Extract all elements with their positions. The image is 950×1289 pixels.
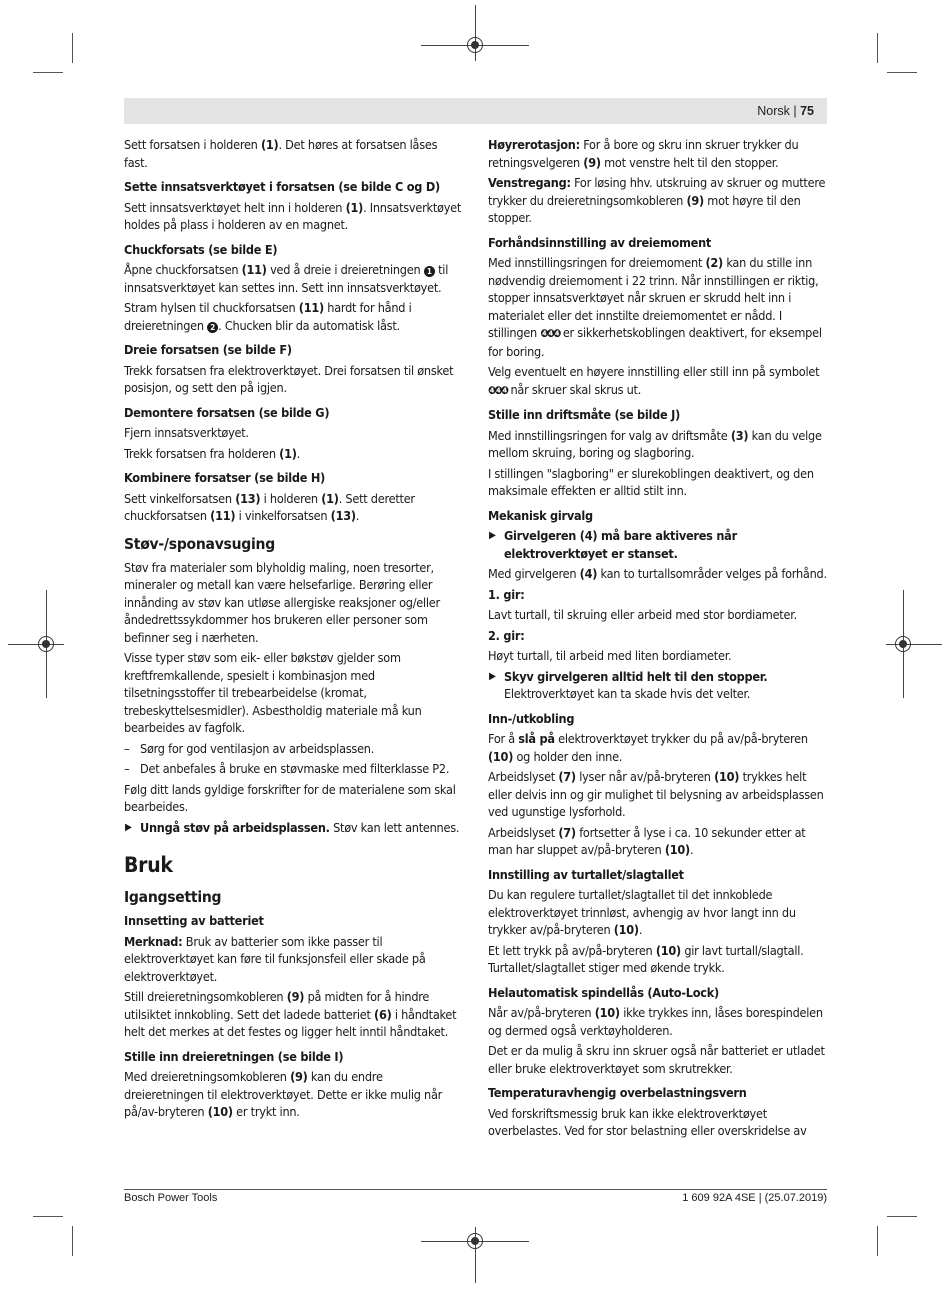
paragraph: Trekk forsatsen fra elektroverktøyet. Drei forsatsen til ønsket posisjon, og sett den på igjen. <box>124 362 454 395</box>
paragraph: Trekk forsatsen fra holderen (1). <box>124 445 300 461</box>
warning-item: ▶ Unngå støv på arbeidsplassen. Støv kan lett antennes. <box>125 819 460 835</box>
section-heading: Sette innsatsverktøyet i forsatsen (se bilde C og D) <box>124 179 440 194</box>
section-title: Igangsetting <box>124 888 222 906</box>
section-heading: Helautomatisk spindellås (Auto-Lock) <box>488 984 719 1000</box>
crop-mark <box>33 72 63 73</box>
section-heading: Demontere forsatsen (se bilde G) <box>124 404 330 420</box>
crop-mark <box>887 72 917 73</box>
section-heading: Mekanisk girvalg <box>488 507 593 523</box>
chapter-title: Bruk <box>124 853 173 877</box>
paragraph: Ved forskriftsmessig bruk kan ikke elektroverktøyet overbelastes. Ved for stor belastning eller overskridelse av <box>488 1105 807 1138</box>
registration-mark-icon <box>38 636 54 652</box>
header-separator: | <box>793 104 797 118</box>
crop-mark <box>877 1226 878 1256</box>
step-1-icon: 1 <box>424 266 435 277</box>
paragraph: Åpne chuckforsatsen (11) ved å dreie i dreieretningen 1 til innsatsverktøyet kan settes inn. Sett inn innsatsverktøyet. <box>124 262 449 295</box>
section-heading: Dreie forsatsen (se bilde F) <box>124 342 292 357</box>
paragraph: For å slå på elektroverktøyet trykker du på av/på-bryteren (10) og holder den inne. <box>488 731 808 764</box>
section-heading: Temperaturavhengig overbelastningsvern <box>488 1085 747 1100</box>
crop-mark <box>72 33 73 63</box>
section-heading: Chuckforsats (se bilde E) <box>124 241 278 257</box>
paragraph: Arbeidslyset (7) lyser når av/på-bryteren (10) trykkes helt eller delvis inn og gir mulighet til belysning av arbeidsplassen ved ugunstige lysforhold. <box>488 769 824 819</box>
footer-rule <box>124 1189 827 1190</box>
registration-mark-icon <box>467 1233 483 1249</box>
section-heading: Kombinere forsatser (se bilde H) <box>124 470 326 485</box>
page-header <box>757 104 814 118</box>
drill-mode-symbol-icon: ❹❹❹ <box>488 383 508 397</box>
paragraph: Sett innsatsverktøyet helt inn i holderen (1). Innsatsverktøyet holdes på plass i holderen av en magnet. <box>124 199 462 232</box>
paragraph: Du kan regulere turtallet/slagtallet til det innkoblede elektroverktøyet trinnløst, avhengig av hvor langt inn du trykker av/på-bryteren (10). <box>488 887 796 937</box>
right-column <box>488 136 828 1143</box>
crop-mark <box>33 1216 63 1217</box>
section-heading: Inn-/utkobling <box>488 710 575 726</box>
bullet-triangle-icon: ▶ <box>125 821 132 833</box>
gear-label: 1. gir: <box>488 586 525 602</box>
footer-brand: Bosch Power Tools <box>124 1192 218 1204</box>
page-number: 75 <box>800 104 814 118</box>
header-section: Norsk <box>757 104 790 118</box>
paragraph: Sett vinkelforsatsen (13) i holderen (1). Sett deretter chuckforsatsen (11) i vinkelforsatsen (13). <box>124 490 415 523</box>
paragraph: Fjern innsatsverktøyet. <box>124 425 249 440</box>
bullet-triangle-icon: ▶ <box>489 530 496 541</box>
paragraph: Følg ditt lands gyldige forskrifter for de materialene som skal bearbeides. <box>124 781 456 814</box>
warning-item: ▶ Skyv girvelgeren alltid helt til den stopper. Elektroverktøyet kan ta skade hvis det velter. <box>489 668 768 701</box>
section-heading: Innstilling av turtallet/slagtallet <box>488 866 684 882</box>
registration-mark-icon <box>467 37 483 53</box>
paragraph: Still dreieretningsomkobleren (9) på midten for å hindre utilsiktet innkobling. Sett det ladede batteriet (6) i håndtaket helt det merkes at det festes og ligger helt inntil håndtaket. <box>124 989 457 1039</box>
paragraph: Høyt turtall, til arbeid med liten bordiameter. <box>488 648 732 663</box>
dash-icon: – <box>124 740 130 756</box>
list-item: – Det anbefales å bruke en støvmaske med filterklasse P2. <box>124 761 450 776</box>
section-heading: Stille inn dreieretningen (se bilde I) <box>124 1048 344 1064</box>
drill-mode-symbol-icon: ❹❹❹ <box>540 327 560 340</box>
paragraph: Høyrerotasjon: For å bore og skru inn skruer trykker du retningsvelgeren (9) mot venstre helt til den stopper. <box>488 137 799 170</box>
bullet-triangle-icon: ▶ <box>489 670 496 682</box>
gear-label: 2. gir: <box>488 627 525 643</box>
paragraph: Visse typer støv som eik- eller bøkstøv gjelder som kreftfremkallende, spesielt i kombinasjon med tilsetningsstoffer til trebearbeidelse (kromat, trebeskyttelsesmidler). Asbestholdig materiale må kun bearbeides av fagfolk. <box>124 650 422 735</box>
paragraph: Venstregang: For løsing hhv. utskruing av skruer og muttere trykker du dreieretningsomkobleren (9) mot høyre til den stopper. <box>488 175 826 225</box>
paragraph: Med dreieretningsomkobleren (9) kan du endre dreieretningen til elektroverktøyet. Dette er ikke mulig når på/av-bryteren (10) er trykt inn. <box>124 1069 443 1119</box>
section-title: Støv-/sponavsuging <box>124 534 275 553</box>
paragraph: Et lett trykk på av/på-bryteren (10) gir lavt turtall/slagtall. Turtallet/slagtallet stiger med økende trykk. <box>488 942 804 975</box>
header-bar <box>124 98 827 124</box>
footer-doc-id: 1 609 92A 4SE | (25.07.2019) <box>682 1192 827 1204</box>
warning-item: ▶ Girvelgeren (4) må bare aktiveres når elektroverktøyet er stanset. <box>489 528 737 561</box>
paragraph: Arbeidslyset (7) fortsetter å lyse i ca. 10 sekunder etter at man har sluppet av/på-bryteren (10). <box>488 824 806 857</box>
paragraph: Når av/på-bryteren (10) ikke trykkes inn, låses borespindelen og dermed også verktøyholderen. <box>488 1005 823 1038</box>
step-2-icon: 2 <box>207 322 218 333</box>
paragraph: Støv fra materialer som blyholdig maling, noen tresorter, mineraler og metall kan være helsefarlige. Berøring eller innånding av støv kan utløse allergiske reaksjoner og/eller åndedrettssykdommer hos brukeren eller personer som befinner seg i nærheten. <box>124 559 440 645</box>
paragraph: I stillingen "slagboring" er slurekoblingen deaktivert, og den maksimale effekten er alltid stilt inn. <box>488 465 814 498</box>
registration-mark-icon <box>895 636 911 652</box>
paragraph: Med girvelgeren (4) kan to turtallsområder velges på forhånd. <box>488 566 827 581</box>
paragraph: Det er da mulig å skru inn skruer også når batteriet er utladet eller bruke elektroverktøyet som skrutrekker. <box>488 1043 825 1076</box>
paragraph: Merknad: Bruk av batterier som ikke passer til elektroverktøyet kan føre til funksjonsfeil eller skade på elektroverktøyet. <box>124 933 426 984</box>
section-heading: Innsetting av batteriet <box>124 913 264 928</box>
paragraph: Velg eventuelt en høyere innstilling eller still inn på symbolet ❹❹❹ når skruer skal skrus ut. <box>488 363 828 399</box>
crop-mark <box>72 1226 73 1256</box>
registration-line <box>8 644 64 645</box>
paragraph: Med innstillingsringen for valg av driftsmåte (3) kan du velge mellom skruing, boring og slagboring. <box>488 427 822 460</box>
section-heading: Forhåndsinnstilling av dreiemoment <box>488 234 712 250</box>
dash-icon: – <box>124 761 130 776</box>
section-heading: Stille inn driftsmåte (se bilde J) <box>488 407 681 422</box>
paragraph: Sett forsatsen i holderen (1). Det høres at forsatsen låses fast. <box>124 137 438 170</box>
left-column <box>124 136 464 1124</box>
paragraph: Stram hylsen til chuckforsatsen (11) hardt for hånd i dreieretningen 2 . Chucken blir da automatisk låst. <box>124 300 412 333</box>
list-item: – Sørg for god ventilasjon av arbeidsplassen. <box>124 740 375 756</box>
paragraph: Lavt turtall, til skruing eller arbeid med stor bordiameter. <box>488 607 797 622</box>
crop-mark <box>877 33 878 63</box>
crop-mark <box>887 1216 917 1217</box>
paragraph: Med innstillingsringen for dreiemoment (2) kan du stille inn nødvendig dreiemoment i 22 trinn. Når innstillingen er riktig, stopper innsatsverktøyet når skruen er skrudd helt inn i materialet eller det innstilte dreiemomentet er nådd. I stillingen ❹❹❹ er sikkerhetskoblingen deaktivert, for eksempel for boring. <box>488 255 822 359</box>
